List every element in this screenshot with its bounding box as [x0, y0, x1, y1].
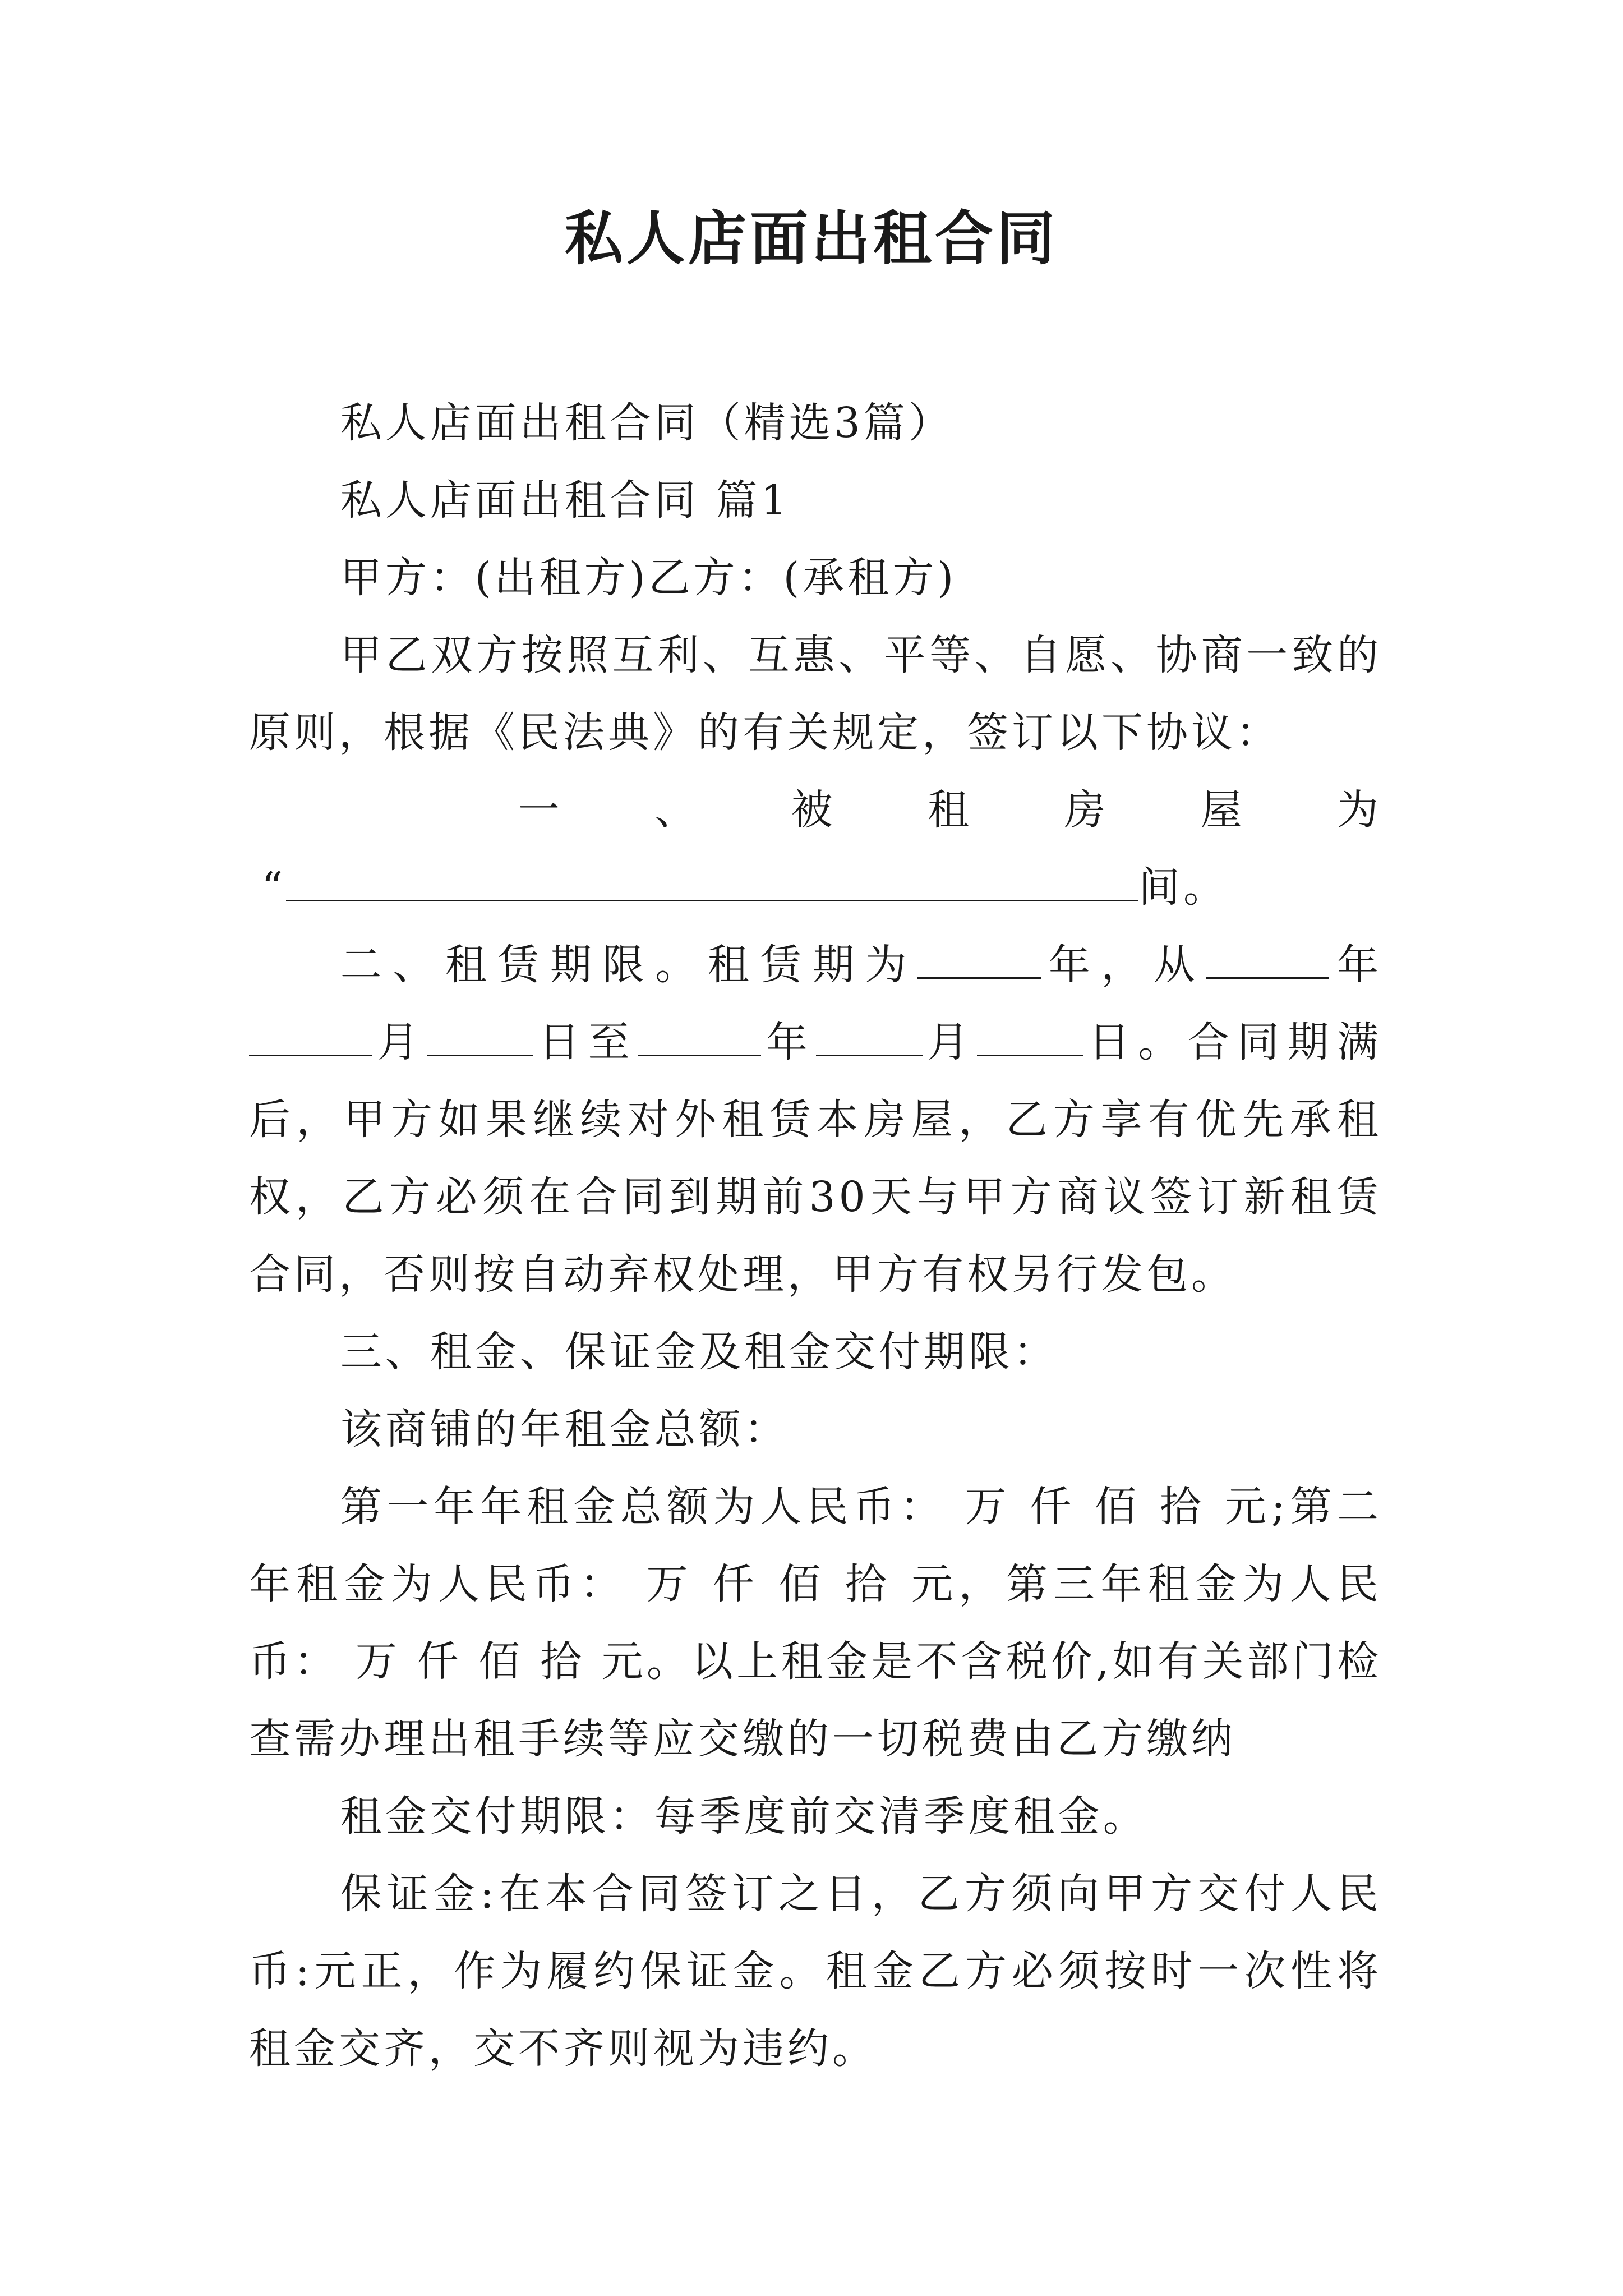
clause-one-char: 房: [1064, 786, 1109, 834]
paragraph-lease-term: [249, 926, 1382, 1313]
paragraph-rent-payment: 租金交付期限：每季度前交清季度租金。: [340, 1792, 1148, 1841]
paragraph-clause-one-line: [249, 771, 1382, 849]
lease-term-text: 二、租赁期限。租赁期为: [340, 941, 918, 989]
fill-blank-end-year[interactable]: [638, 1015, 761, 1056]
fill-blank-years[interactable]: [917, 938, 1041, 979]
lease-term-text: 月: [372, 1018, 427, 1066]
fill-blank-start-day[interactable]: [427, 1015, 533, 1056]
fill-blank-start-year[interactable]: [1206, 938, 1329, 979]
paragraph-subtitle: 私人店面出租合同（精选3篇）: [340, 399, 953, 447]
clause-one-char: 屋: [1200, 786, 1246, 834]
lease-term-text: 年，从: [1041, 941, 1206, 989]
lease-term-text: 日至: [533, 1018, 638, 1066]
clause-one-char: 被: [791, 786, 836, 834]
clause-one-end: 间。: [1138, 863, 1229, 912]
fill-blank-start-month[interactable]: [249, 1015, 372, 1056]
document-body: [249, 384, 1382, 2087]
clause-one-char: 、: [654, 786, 700, 834]
paragraph-rent-amounts: 第一年年租金总额为人民币： 万 仟 佰 拾 元;第二年租金为人民币： 万 仟 佰 拾 元，第三年租金为人民币： 万 仟 佰 拾 元。以上租金是不含税价,如有关部门检查需办理出租手续等应交缴的一切税费由乙方缴纳: [249, 1483, 1382, 1763]
fill-blank-end-month[interactable]: [816, 1015, 923, 1056]
lease-term-text: 年: [1329, 941, 1382, 989]
paragraph-intro: 甲乙双方按照互利、互惠、平等、自愿、协商一致的原则，根据《民法典》的有关规定，签订以下协议：: [249, 631, 1382, 757]
paragraph-rent-total: 该商铺的年租金总额：: [340, 1405, 789, 1453]
clause-one-char: 租: [927, 786, 972, 834]
fill-blank-premises[interactable]: [286, 861, 1138, 901]
lease-term-text: 月: [922, 1018, 978, 1066]
paragraph-deposit: 保证金:在本合同签订之日，乙方须向甲方交付人民币:元正，作为履约保证金。租金乙方必须按时一次性将租金交齐，交不齐则视为违约。: [249, 1870, 1382, 2073]
fill-blank-end-day[interactable]: [977, 1015, 1083, 1056]
document-title: 私人店面出租合同: [564, 204, 1058, 273]
clause-one-char: 一: [518, 786, 563, 834]
paragraph-section-heading: 私人店面出租合同 篇1: [340, 476, 791, 524]
paragraph-rent-heading: 三、租金、保证金及租金交付期限：: [340, 1328, 1058, 1376]
clause-one-char: 为: [1336, 786, 1382, 834]
paragraph-clause-one-blank: [249, 849, 1382, 926]
paragraph-parties: 甲方：(出租方)乙方：(承租方): [340, 554, 957, 602]
lease-term-text: 日。合同期满后，甲方如果继续对外租赁本房屋，乙方享有优先承租权，乙方必须在合同到期前30天与甲方商议签订新租赁合同，否则按自动弃权处理，甲方有权另行发包。: [249, 1018, 1382, 1299]
open-quote: “: [261, 863, 287, 912]
lease-term-text: 年: [761, 1018, 816, 1066]
